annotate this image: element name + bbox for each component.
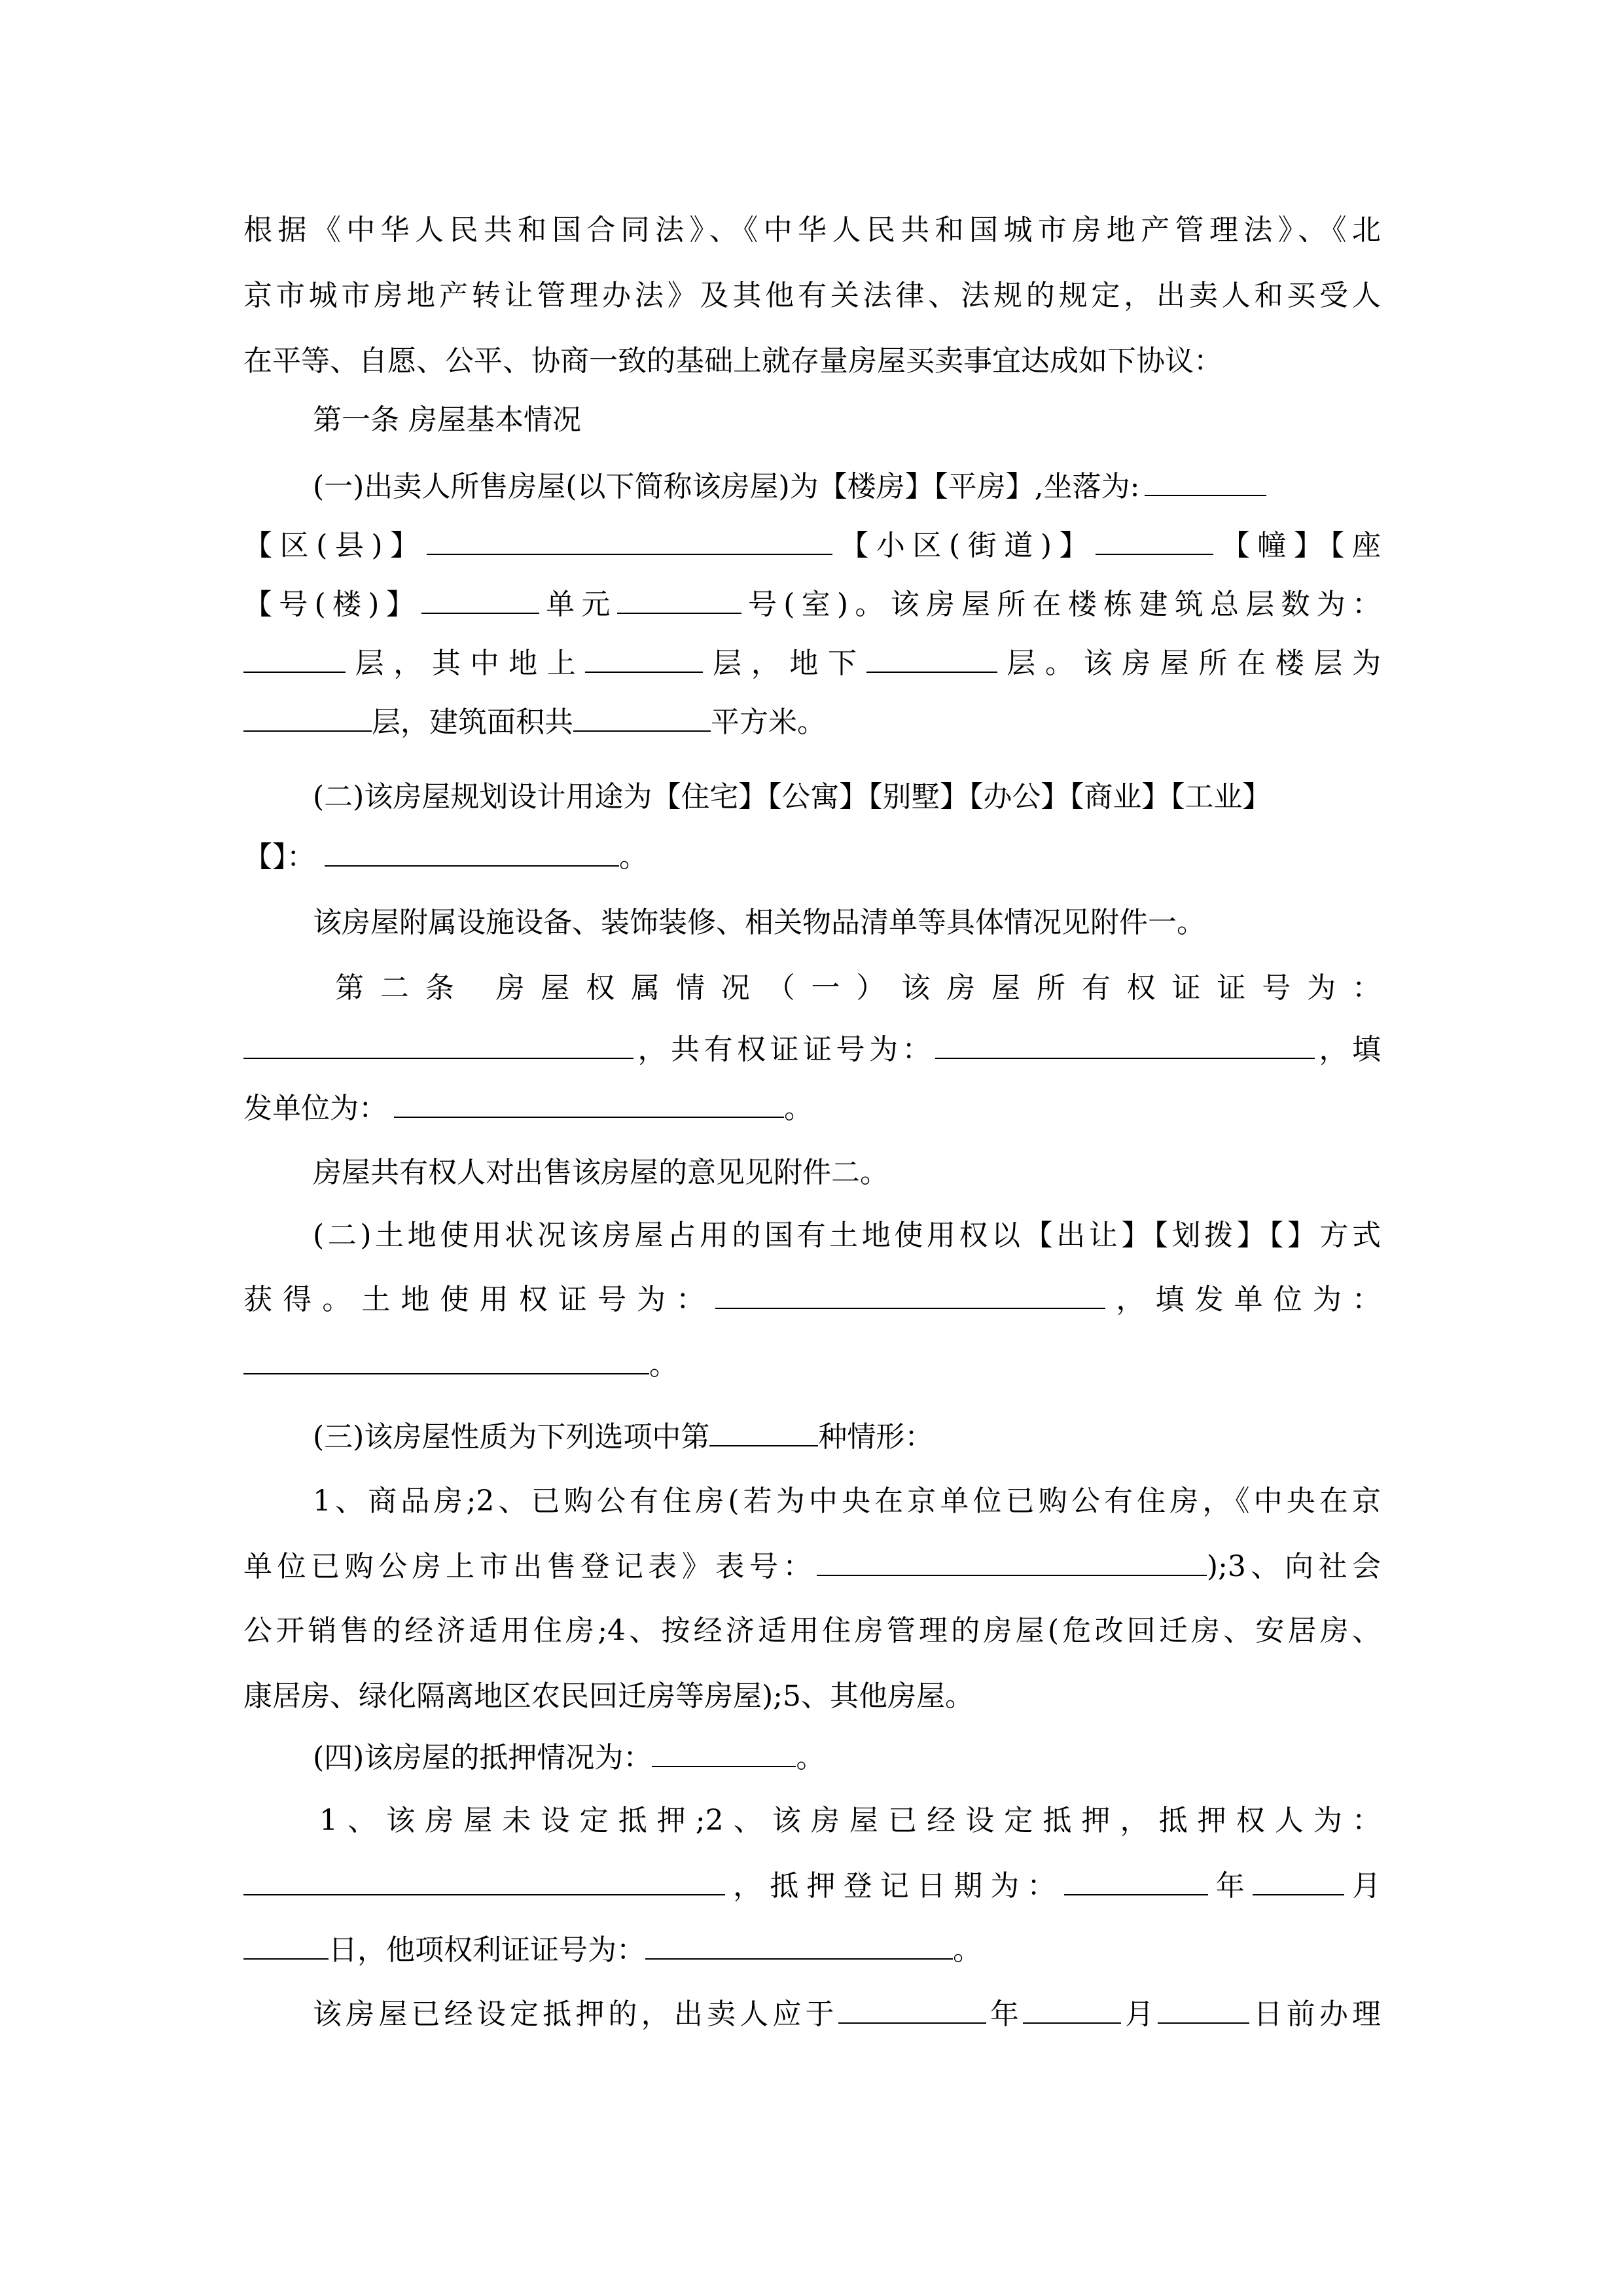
usage-end: 。 [619, 840, 648, 874]
intro-text-1: 根据《中华人民共和国合同法》、《中华人民共和国城市房地产管理法》、《北 [243, 213, 1381, 247]
land-line-1 [313, 1216, 1381, 1255]
release-year-blank[interactable] [838, 1994, 986, 2024]
article-2-title-text: 第二条 房屋权属情况（一）该房屋所有权证证号为： [335, 971, 1381, 1005]
room-label: 号(室)。该房屋所在楼栋建筑总层数为： [741, 588, 1381, 621]
building-label: 【幢】【座 [1213, 529, 1381, 562]
other-rights-label: 日，他项权利证证号为： [329, 1933, 645, 1967]
register-blank[interactable] [817, 1546, 1207, 1576]
options-line-1 [313, 1482, 1381, 1521]
issuer-blank[interactable] [394, 1088, 784, 1118]
district-blank[interactable] [427, 525, 832, 555]
mortgage-line-3 [243, 1929, 1381, 1969]
total-floors-blank[interactable] [243, 643, 346, 673]
intro-text-3: 在平等、自愿、公平、协商一致的基础上就存量房屋买卖事宜达成如下协议： [243, 344, 1222, 378]
co-ownership-label: ，共有权证证号为： [633, 1033, 935, 1066]
options-text-3: 公开销售的经济适用住房;4、按经济适用住房管理的房屋(危改回迁房、安居房、 [243, 1614, 1381, 1647]
number-blank[interactable] [421, 584, 539, 614]
district-label: 【区(县)】 [243, 529, 427, 562]
mortgage-blank[interactable] [652, 1737, 796, 1767]
article-1-title-text: 第一条 房屋基本情况 [313, 403, 581, 437]
above-ground-label: 层，其中地上 [346, 647, 586, 680]
release-end: 日前办理 [1249, 1998, 1381, 2031]
land-issuer-label: ，填发单位为： [1105, 1283, 1381, 1316]
area-unit: 平方米。 [711, 706, 826, 739]
issuer-label: 发单位为： [243, 1092, 387, 1125]
options-text-2b: );3、向社会 [1206, 1550, 1381, 1583]
mortgagee-blank[interactable] [243, 1865, 725, 1895]
community-label: 【小区(街道)】 [832, 529, 1096, 562]
mortgage-end: 。 [796, 1741, 825, 1774]
options-line-4 [243, 1677, 1381, 1716]
attachment-1-line [313, 903, 1381, 942]
usage-other-blank[interactable] [325, 836, 619, 867]
below-ground-label: 层，地下 [703, 647, 866, 680]
above-ground-blank[interactable] [585, 643, 703, 673]
release-day-blank[interactable] [1158, 1994, 1249, 2024]
release-month-label: 月 [1121, 1998, 1158, 2031]
intro-line-3 [243, 342, 1381, 381]
options-line-3 [243, 1611, 1381, 1651]
options-line-2 [243, 1546, 1381, 1585]
floor-blank[interactable] [243, 702, 372, 732]
article-1-title [313, 401, 1381, 440]
mortgage-label: (四)该房屋的抵押情况为： [313, 1741, 652, 1774]
land-cert-label: 获得。土地使用权证号为： [243, 1283, 716, 1316]
nature-end: 种情形： [818, 1420, 934, 1454]
options-text-4: 康居房、绿化隔离地区农民回迁房等房屋);5、其他房屋。 [243, 1679, 974, 1713]
location-blank[interactable] [1145, 466, 1266, 496]
mortgage-day-blank[interactable] [243, 1929, 329, 1960]
section-1-line-3 [243, 584, 1381, 623]
article-2-line-2 [243, 1029, 1381, 1068]
register-label: 单位已购公房上市出售登记表》表号： [243, 1550, 817, 1583]
release-line [313, 1994, 1381, 2033]
section-1-line-4 [243, 643, 1381, 682]
release-year-label: 年 [986, 1998, 1024, 2031]
intro-line-2 [243, 276, 1381, 315]
land-text-a: (二)土地使用状况该房屋占用的国有土地使用权以【出让】【划拨】【】方式 [313, 1219, 1381, 1252]
mortgage-line-2 [243, 1865, 1381, 1905]
below-ground-blank[interactable] [866, 643, 997, 673]
year-label: 年 [1207, 1869, 1253, 1903]
attachment-2-text: 房屋共有权人对出售该房屋的意见见附件二。 [313, 1156, 889, 1189]
usage-text: (二)该房屋规划设计用途为【住宅】【公寓】【别墅】【办公】【商业】【工业】 [313, 780, 1272, 814]
land-cert-blank[interactable] [715, 1279, 1105, 1309]
land-line-2 [243, 1279, 1381, 1318]
other-rights-end: 。 [953, 1933, 982, 1967]
land-issuer-blank[interactable] [243, 1344, 649, 1374]
floor-label: 层。该房屋所在楼层为 [997, 647, 1381, 680]
other-rights-blank[interactable] [645, 1929, 953, 1960]
section-1-text-a: (一)出卖人所售房屋(以下简称该房屋)为【楼房】【平房】,坐落为: [313, 470, 1140, 503]
section-2-line-1 [313, 778, 1381, 817]
attachment-2-line [313, 1153, 1381, 1193]
mortgage-month-blank[interactable] [1253, 1865, 1344, 1895]
ownership-cert-blank[interactable] [243, 1029, 633, 1059]
mortgage-line-1 [319, 1801, 1381, 1840]
intro-line-1 [243, 211, 1381, 250]
area-label: 层，建筑面积共 [372, 706, 573, 739]
nature-blank[interactable] [709, 1416, 818, 1446]
release-label: 该房屋已经设定抵押的，出卖人应于 [313, 1998, 838, 2031]
co-ownership-blank[interactable] [935, 1029, 1315, 1059]
issuer-end: 。 [784, 1092, 813, 1125]
mortgage-text-1: 1、该房屋未设定抵押;2、该房屋已经设定抵押，抵押权人为： [319, 1804, 1381, 1837]
month-label: 月 [1344, 1869, 1381, 1903]
section-4-line [313, 1737, 1381, 1776]
section-3-line [313, 1416, 1381, 1456]
unit-label: 单元 [539, 588, 617, 621]
unit-blank[interactable] [617, 584, 741, 614]
section-1-line-1 [313, 466, 1381, 505]
area-blank[interactable] [573, 702, 711, 732]
intro-text-2: 京市城市房地产转让管理办法》及其他有关法律、法规的规定，出卖人和买受人 [243, 279, 1381, 312]
section-1-line-2 [243, 525, 1381, 564]
attachment-1-text: 该房屋附属设施设备、装饰装修、相关物品清单等具体情况见附件一。 [313, 906, 1205, 939]
number-label: 【号(楼)】 [243, 588, 421, 621]
mortgage-year-blank[interactable] [1064, 1865, 1208, 1895]
land-line-3 [243, 1344, 1381, 1384]
community-blank[interactable] [1096, 525, 1213, 555]
article-2-title [335, 969, 1381, 1008]
options-text-1: 1、商品房;2、已购公有住房(若为中央在京单位已购公有住房，《中央在京 [313, 1484, 1381, 1518]
section-1-line-5 [243, 702, 1381, 741]
article-2-line-3 [243, 1088, 1381, 1127]
release-month-blank[interactable] [1023, 1994, 1121, 2024]
usage-other-label: 【】： [243, 840, 315, 874]
land-end: 。 [649, 1348, 678, 1382]
nature-label: (三)该房屋性质为下列选项中第 [313, 1420, 710, 1454]
section-2-line-2 [243, 836, 1381, 876]
issuer-prefix: ，填 [1315, 1033, 1381, 1066]
mortgage-date-label: ，抵押登记日期为： [725, 1869, 1064, 1903]
